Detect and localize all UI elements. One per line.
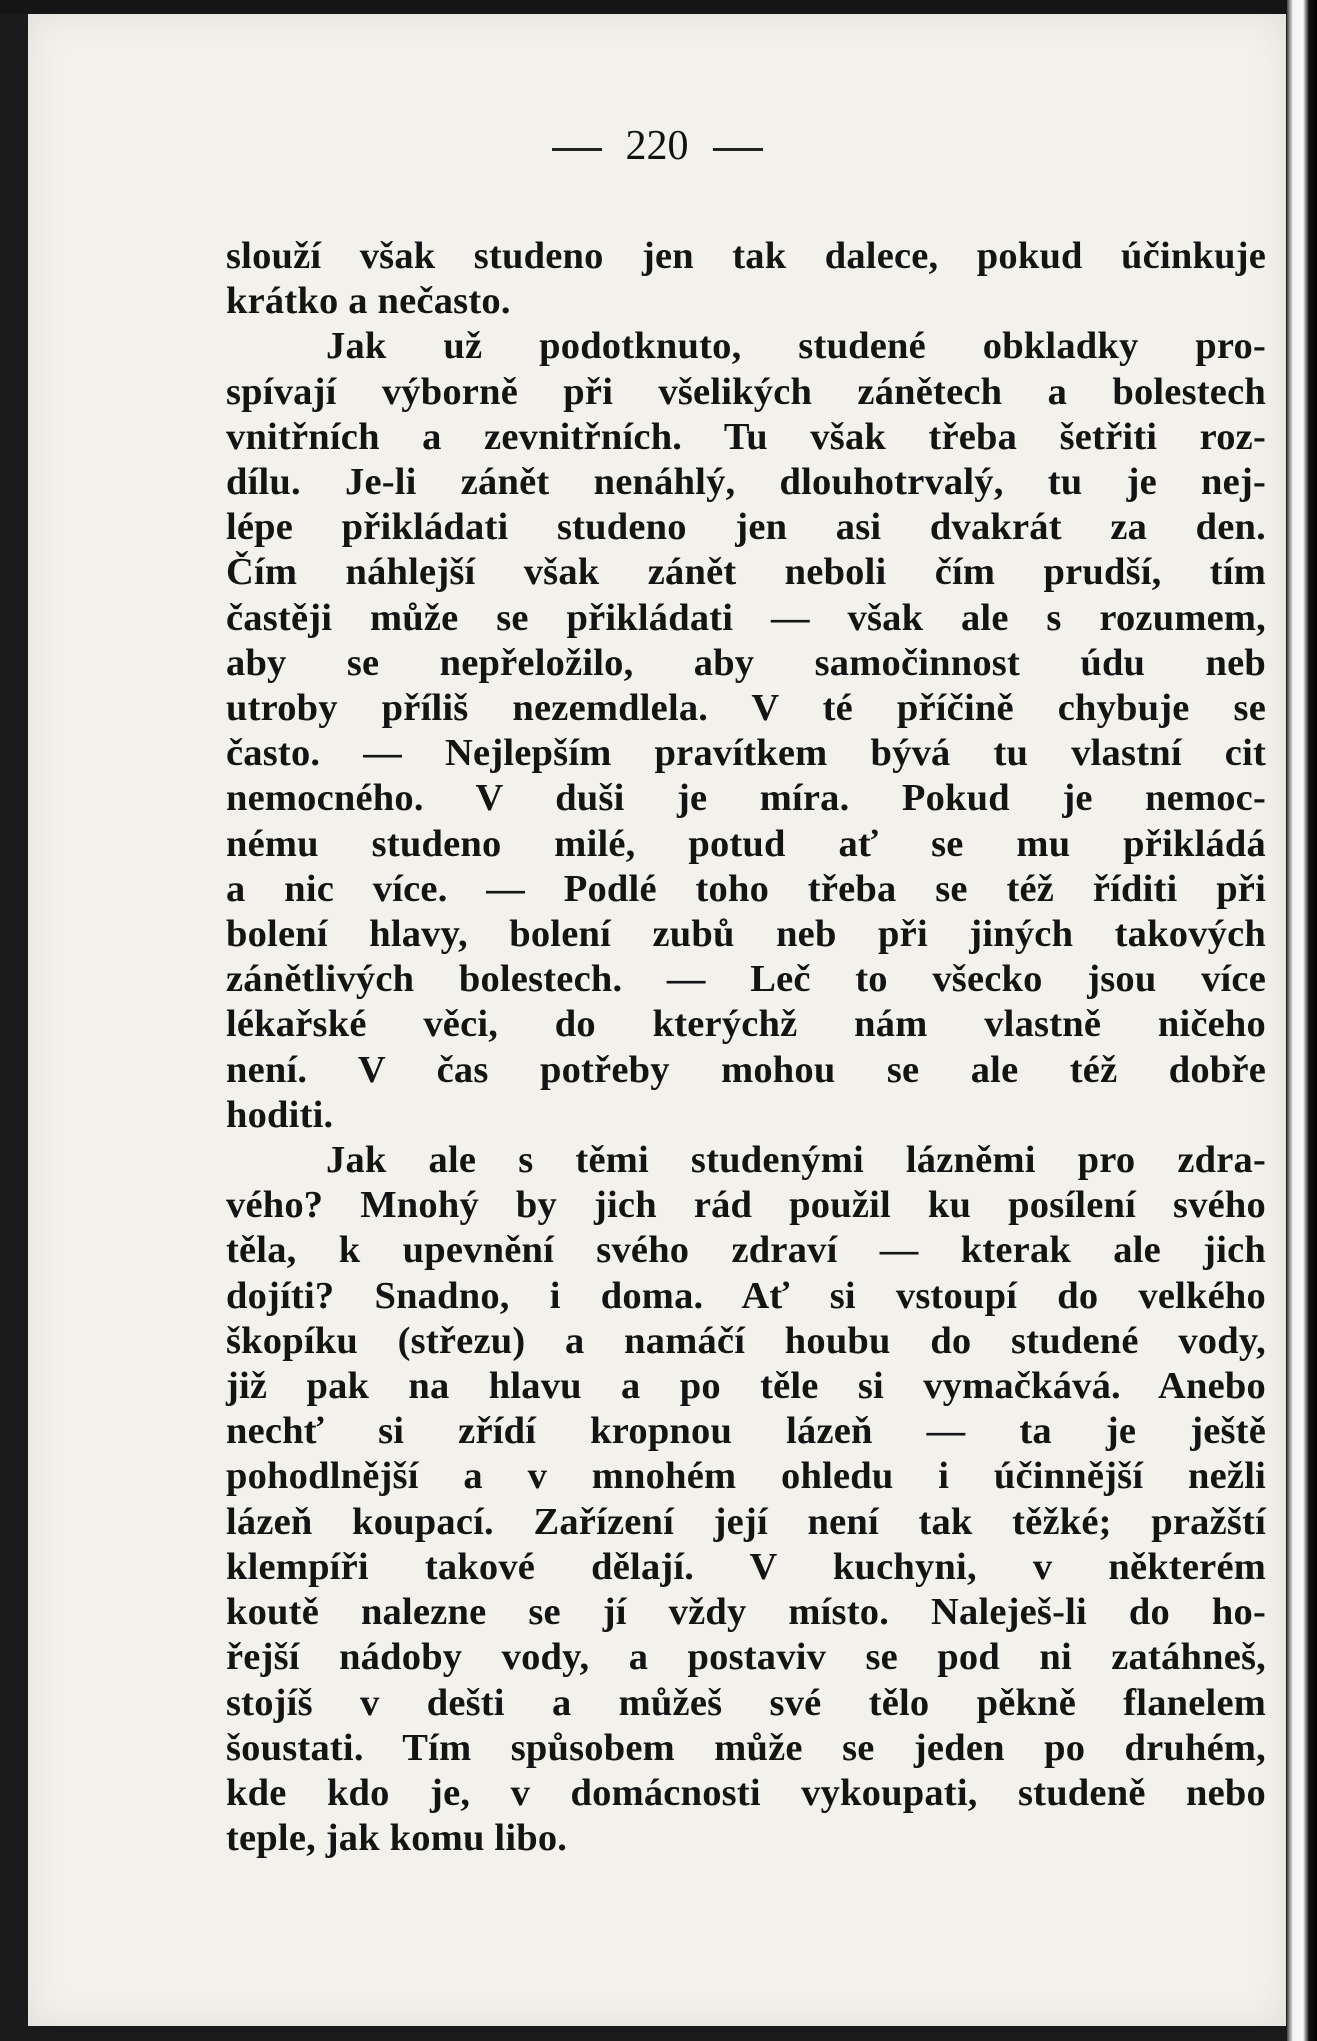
- text-line: šoustati. Tím spůsobem může se jeden po druhém,: [226, 1726, 1266, 1769]
- text-line: krátko a nečasto.: [226, 280, 511, 323]
- scan-right-border: [1287, 0, 1317, 2041]
- body-text: [226, 234, 1266, 1861]
- page-number: 220: [625, 123, 689, 169]
- text-line: vého? Mnohý by jich rád použil ku posílení svého: [226, 1184, 1266, 1227]
- text-line: dojíti? Snadno, i doma. Ať si vstoupí do velkého: [226, 1274, 1266, 1317]
- text-line: klempíři takové dělají. V kuchyni, v některém: [226, 1545, 1266, 1588]
- text-line: nechť si zřídí kropnou lázeň — ta je ještě: [226, 1410, 1266, 1453]
- text-line: slouží však studeno jen tak dalece, pokud účinkuje: [226, 235, 1266, 277]
- text-line: těla, k upevnění svého zdraví — kterak ale jich: [226, 1229, 1266, 1272]
- book-page: [28, 14, 1286, 2026]
- scan-top-border: [0, 0, 1317, 14]
- text-line: spívají výborně při všelikých zánětech a bolestech: [226, 370, 1266, 413]
- text-line: dílu. Je-li zánět nenáhlý, dlouhotrvalý, tu je nej-: [226, 461, 1266, 504]
- text-line: Jak ale s těmi studenými lázněmi pro zdra-: [326, 1139, 1266, 1182]
- text-line: škopíku (střezu) a namáčí houbu do studené vody,: [226, 1319, 1266, 1362]
- text-line: bolení hlavy, bolení zubů neb při jiných takových: [226, 913, 1266, 956]
- text-line: lépe přikládati studeno jen asi dvakrát za den.: [226, 506, 1266, 549]
- text-line: často. — Nejlepším pravítkem bývá tu vlastní cit: [226, 732, 1266, 775]
- text-line: stojíš v dešti a můžeš své tělo pěkně flanelem: [226, 1681, 1266, 1724]
- text-line: koutě nalezne se jí vždy místo. Naleješ-li do ho-: [226, 1591, 1266, 1634]
- page-header: [28, 122, 1286, 170]
- text-line: nemocného. V duši je míra. Pokud je nemoc-: [226, 777, 1266, 820]
- text-line: již pak na hlavu a po těle si vymačkává. Anebo: [226, 1365, 1266, 1408]
- text-line: častěji může se přikládati — však ale s rozumem,: [226, 596, 1266, 639]
- text-line: kde kdo je, v domácnosti vykoupati, studeně nebo: [226, 1771, 1266, 1814]
- text-line: zánětlivých bolestech. — Leč to všecko jsou více: [226, 958, 1266, 1001]
- text-line: řejší nádoby vody, a postaviv se pod ni zatáhneš,: [226, 1636, 1266, 1679]
- text-line: není. V čas potřeby mohou se ale též dobře: [226, 1048, 1266, 1091]
- text-line: Jak už podotknuto, studené obkladky pro-: [326, 325, 1266, 368]
- text-line: utroby příliš nezemdlela. V té příčině chybuje se: [226, 687, 1266, 730]
- text-line: nému studeno milé, potud ať se mu přikládá: [226, 822, 1266, 865]
- header-dash-right: [713, 148, 763, 151]
- text-line: pohodlnější a v mnohém ohledu i účinnější nežli: [226, 1455, 1266, 1498]
- header-dash-left: [552, 148, 602, 151]
- text-line: hoditi.: [226, 1093, 334, 1136]
- text-line: Čím náhlejší však zánět neboli čím prudší, tím: [226, 551, 1266, 594]
- text-line: aby se nepřeložilo, aby samočinnost údu neb: [226, 641, 1266, 684]
- text-line: vnitřních a zevnitřních. Tu však třeba šetřiti roz-: [226, 415, 1266, 458]
- text-line: lázeň koupací. Zařízení její není tak těžké; pražští: [226, 1500, 1266, 1543]
- text-line: teple, jak komu libo.: [226, 1817, 568, 1860]
- text-line: lékařské věci, do kterýchž nám vlastně ničeho: [226, 1003, 1266, 1046]
- text-line: a nic více. — Podlé toho třeba se též říditi při: [226, 867, 1266, 910]
